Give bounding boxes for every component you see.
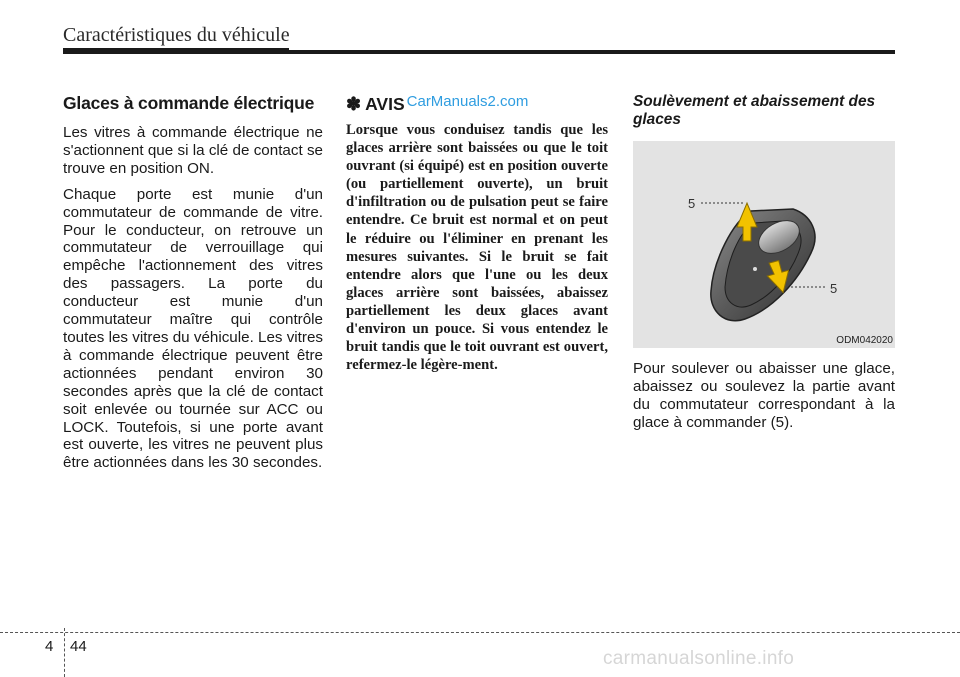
page-header-title: Caractéristiques du véhicule <box>63 24 290 46</box>
column-notice <box>346 93 608 374</box>
page-number: 44 <box>70 638 87 655</box>
notice-header <box>346 93 608 115</box>
footer-rule <box>0 632 960 633</box>
site-watermark: carmanualsonline.info <box>603 648 795 669</box>
notice-text: Lorsque vous conduisez tandis que les glaces arrière sont baissées ou que le toit ouvrant (si équipé) est en position ouverte (ou partiellement ouverte), un bruit d'infiltration ou de pulsation peut se faire entendre. Ce bruit est normal et on peut le réduire ou l'éliminer en prenant les mesures suivantes. Si le bruit se fait entendre alors que l'une ou les deux glaces arrière sont baissées, abaissez partiellement les deux glaces avant d'environ un pouce. Si vous entendez le bruit tandis que le toit ouvrant est ouvert, refermez-le légère-ment. <box>346 122 608 374</box>
section-heading: Glaces à commande électrique <box>63 93 315 113</box>
paragraph-switches: Chaque porte est munie d'un commutateur de commande de vitre. Pour le conducteur, on retrouve un commutateur de verrouillage qui empêche l'actionnement des vitres des passagers. La porte du conducteur est munie d'un commutateur maître qui contrôle toutes les vitres du véhicule. Les vitres à commande électrique peuvent être actionnées pendant environ 30 secondes après que la clé de contact soit enlevée ou tournée sur ACC ou LOCK. Toutefois, si une porte avant est ouverte, les vitres ne peuvent plus être actionnées dans les 30 secondes. <box>63 185 323 472</box>
figure-code: ODM042020 <box>836 335 893 346</box>
header-rule <box>63 50 895 54</box>
footer-separator <box>64 628 65 677</box>
chapter-number: 4 <box>45 638 54 655</box>
watermark-text: CarManuals2.com <box>406 92 529 110</box>
column-raise-lower <box>633 93 895 440</box>
asterisk-icon: ✽ <box>346 93 362 114</box>
window-switch-illustration <box>633 141 895 348</box>
window-switch-figure <box>633 141 895 348</box>
column-power-windows <box>63 93 323 480</box>
callout-label-down: 5 <box>830 281 838 296</box>
notice-title: AVIS <box>365 93 405 114</box>
paragraph-ignition: Les vitres à commande électrique ne s'actionnent que si la clé de contact se trouve en position ON. <box>63 124 323 177</box>
raise-lower-text: Pour soulever ou abaisser une glace, abaissez ou soulevez la partie avant du commutateur correspondant à la glace à commander (5). <box>633 360 895 431</box>
callout-label-up: 5 <box>688 196 696 211</box>
subsection-heading: Soulèvement et abaissement des glaces <box>633 93 876 128</box>
